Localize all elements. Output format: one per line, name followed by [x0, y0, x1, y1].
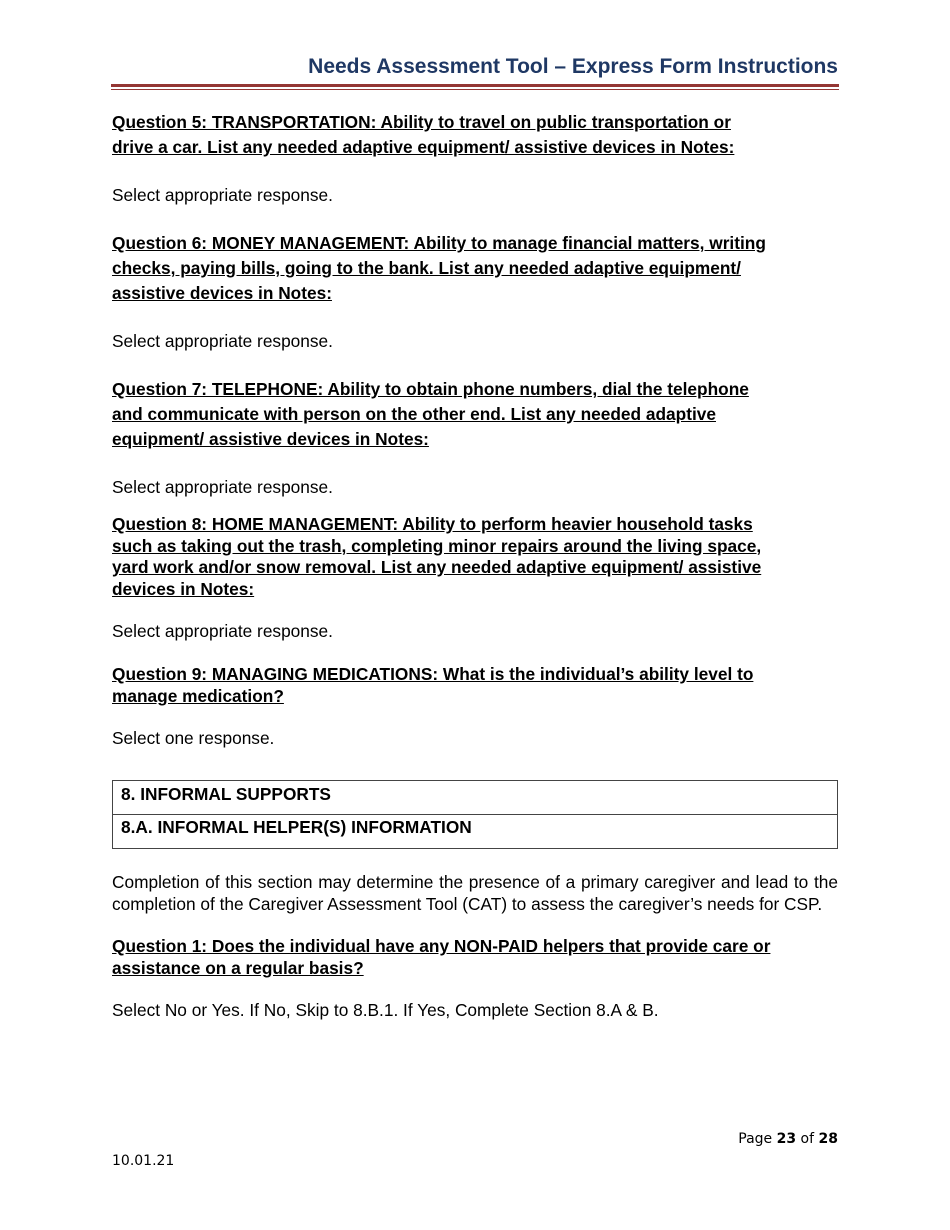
question-7-heading: [112, 377, 838, 452]
section-8a-question-1-line-1: Question 1: Does the individual have any NON-PAID helpers that provide care or: [112, 936, 771, 956]
revision-date: 10.01.21: [112, 1153, 175, 1169]
section-8a-question-1-instruction: Select No or Yes. If No, Skip to 8.B.1. If Yes, Complete Section 8.A & B.: [112, 1000, 659, 1020]
question-6-line-2: checks, paying bills, going to the bank. List any needed adaptive equipment/: [112, 258, 741, 278]
question-6-line-1: Question 6: MONEY MANAGEMENT: Ability to manage financial matters, writing: [112, 233, 766, 253]
question-8-heading: [112, 514, 838, 600]
question-9-heading: [112, 664, 838, 707]
question-9-line-2: manage medication?: [112, 685, 284, 706]
question-9-instruction: Select one response.: [112, 728, 275, 748]
question-7-line-3: equipment/ assistive devices in Notes:: [112, 429, 429, 449]
question-7-instruction: Select appropriate response.: [112, 477, 333, 497]
section-8-title: 8. INFORMAL SUPPORTS: [121, 784, 331, 804]
section-8-header-box: [112, 780, 838, 849]
question-5-line-1: Question 5: TRANSPORTATION: Ability to travel on public transportation or: [112, 112, 731, 132]
question-8-line-2: such as taking out the trash, completing minor repairs around the living space,: [112, 535, 762, 556]
question-9-line-1: Question 9: MANAGING MEDICATIONS: What is the individual’s ability level to: [112, 664, 754, 684]
header-rule-thick: [111, 84, 839, 87]
question-5-heading: [112, 110, 838, 160]
question-5-instruction: Select appropriate response.: [112, 185, 333, 205]
question-8-line-1: Question 8: HOME MANAGEMENT: Ability to perform heavier household tasks: [112, 514, 753, 534]
section-8a-question-1-heading: [112, 936, 838, 979]
page-prefix: Page: [738, 1131, 777, 1147]
document-header-title: Needs Assessment Tool – Express Form Instructions: [308, 55, 838, 78]
question-6-line-3: assistive devices in Notes:: [112, 283, 332, 303]
page-number: [738, 1131, 838, 1147]
section-8a-question-1-line-2: assistance on a regular basis?: [112, 957, 364, 978]
page-total: 28: [818, 1131, 838, 1147]
section-8a-subtitle: 8.A. INFORMAL HELPER(S) INFORMATION: [113, 814, 837, 848]
document-body: [112, 110, 838, 1021]
question-6-heading: [112, 231, 838, 306]
question-8-instruction: Select appropriate response.: [112, 621, 333, 641]
question-7-line-1: Question 7: TELEPHONE: Ability to obtain phone numbers, dial the telephone: [112, 379, 749, 399]
question-6-instruction: Select appropriate response.: [112, 331, 333, 351]
question-5-line-2: drive a car. List any needed adaptive equipment/ assistive devices in Notes:: [112, 137, 735, 157]
question-7-line-2: and communicate with person on the other end. List any needed adaptive: [112, 404, 716, 424]
section-8a-intro: Completion of this section may determine the presence of a primary caregiver and lead to the completion of the Caregiver Assessment Tool (CAT) to assess the caregiver’s needs for CSP.: [112, 872, 838, 914]
page-current: 23: [776, 1131, 797, 1147]
question-8-line-4: devices in Notes:: [112, 578, 255, 599]
question-8-line-3: yard work and/or snow removal. List any needed adaptive equipment/ assistive: [112, 557, 762, 577]
page-of: of: [796, 1131, 819, 1147]
header-rule-thin: [111, 89, 839, 90]
